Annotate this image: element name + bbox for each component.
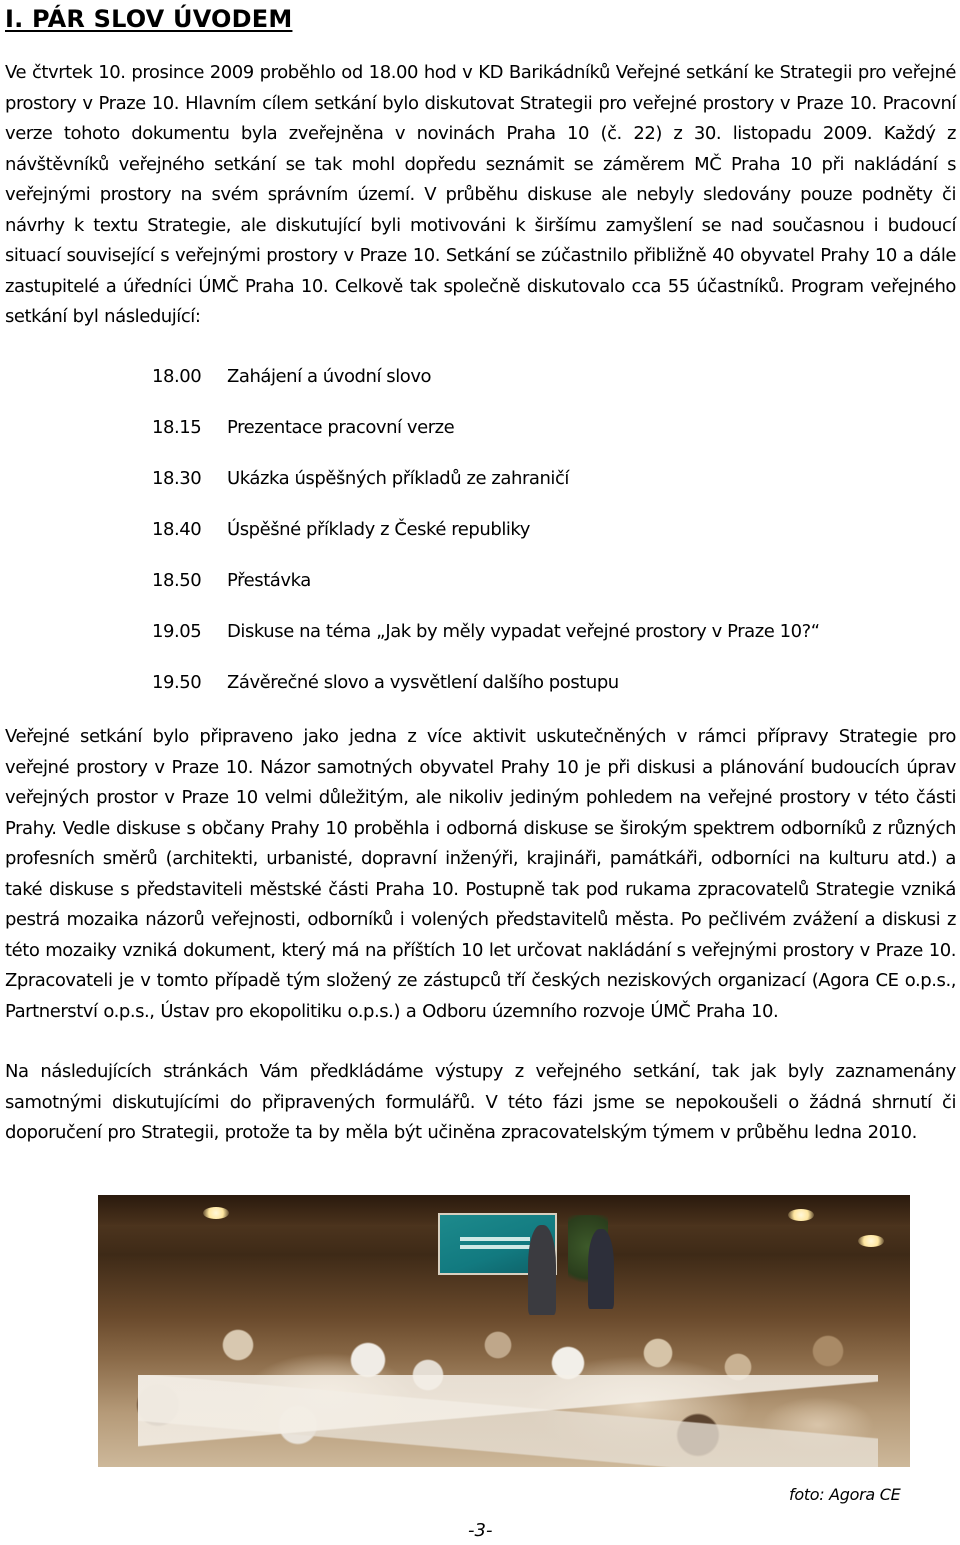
program-item <box>152 413 820 464</box>
program-activity: Zahájení a úvodní slovo <box>227 366 432 387</box>
program-activity: Diskuse na téma „Jak by měly vypadat veřejné prostory v Praze 10?“ <box>227 621 820 642</box>
photo-lamp <box>203 1207 229 1219</box>
program-item <box>152 515 820 566</box>
intro-paragraph: Ve čtvrtek 10. prosince 2009 proběhlo od 18.00 hod v KD Barikádníků Veřejné setkání ke Strategii pro veřejné prostory v Praze 10. Hlavním cílem setkání bylo diskutovat Strategii pro veřejné prostory v Praze 10. Pracovní verze tohoto dokumentu byla zveřejněna v novinách Praha 10 (č. 22) z 30. listopadu 2009. Každý z návštěvníků veřejného setkání se tak mohl dopředu seznámit se záměrem MČ Praha 10 při nakládání s veřejnými prostory na svém správním území. V průběhu diskuse ale nebyly sledovány pouze podněty či návrhy k textu Strategie, ale diskutující byli motivováni k širšímu zamyšlení se nad současnou i budoucí situací související s veřejnými prostory v Praze 10. Setkání se zúčastnilo přibližně 40 obyvatel Prahy 10 a dále zastupitelé a úředníci ÚMČ Praha 10. Celkově tak společně diskutovalo cca 55 účastníků. Program veřejného setkání byl následující: <box>5 62 956 327</box>
program-item <box>152 566 820 617</box>
program-time: 18.40 <box>152 519 202 540</box>
program-time: 18.15 <box>152 417 202 438</box>
program-item <box>152 362 820 413</box>
program-time: 19.05 <box>152 621 202 642</box>
program-time: 18.00 <box>152 366 202 387</box>
program-item <box>152 668 820 719</box>
photo-lamp <box>788 1209 814 1221</box>
program-time: 18.50 <box>152 570 202 591</box>
program-activity: Úspěšné příklady z České republiky <box>227 519 530 540</box>
page-number: -3- <box>468 1520 493 1541</box>
meeting-photo <box>98 1195 910 1467</box>
program-activity: Přestávka <box>227 570 311 591</box>
program-activity: Závěrečné slovo a vysvětlení dalšího postupu <box>227 672 619 693</box>
section-heading: I. PÁR SLOV ÚVODEM <box>5 5 293 33</box>
program-item <box>152 464 820 515</box>
program-time: 18.30 <box>152 468 202 489</box>
program-activity: Ukázka úspěšných příkladů ze zahraničí <box>227 468 569 489</box>
presenter-figure <box>588 1229 614 1309</box>
body-paragraph: Veřejné setkání bylo připraveno jako jedna z více aktivit uskutečněných v rámci přípravy Strategie pro veřejné prostory v Praze 10. Názor samotných obyvatel Prahy 10 je při diskusi a plánování budoucích úprav veřejných prostor v Praze 10 velmi důležitým, ale nikoliv jediným pohledem na veřejné prostory v této části Prahy. Vedle diskuse s občany Prahy 10 proběhla i odborná diskuse se širokým spektrem odborníků z různých profesních směrů (architekti, urbanisté, dopravní inženýři, krajináři, památkáři, odborníci na kulturu atd.) a také diskuse s představiteli městské části Praha 10. Postupně tak pod rukama zpracovatelů Strategie vzniká pestrá mozaika názorů veřejnosti, odborníků i volených představitelů města. Po pečlivém zvážení a diskusi z této mozaiky vzniká dokument, který má na příštích 10 let určovat nakládání s veřejnými prostory v Praze 10. Zpracovateli je v tomto případě tým složený ze zástupců tří českých neziskových organizací (Agora CE o.p.s., Partnerství o.p.s., Ústav pro ekopolitiku o.p.s.) a Odboru územního rozvoje ÚMČ Praha 10. <box>5 726 956 1022</box>
photo-lamp <box>858 1235 884 1247</box>
closing-paragraph: Na následujících stránkách Vám předkládáme výstupy z veřejného setkání, tak jak byly zaznamenány samotnými diskutujícími do připravených formulářů. V této fázi jsme se nepokoušeli o žádná shrnutí či doporučení pro Strategii, protože ta by měla být učiněna zpracovatelským týmem v průběhu ledna 2010. <box>5 1061 956 1143</box>
program-item <box>152 617 820 668</box>
presenter-figure <box>528 1225 556 1315</box>
program-time: 19.50 <box>152 672 202 693</box>
program-activity: Prezentace pracovní verze <box>227 417 455 438</box>
tables <box>138 1375 878 1467</box>
program-list <box>152 362 820 719</box>
photo-caption: foto: Agora CE <box>789 1485 901 1504</box>
